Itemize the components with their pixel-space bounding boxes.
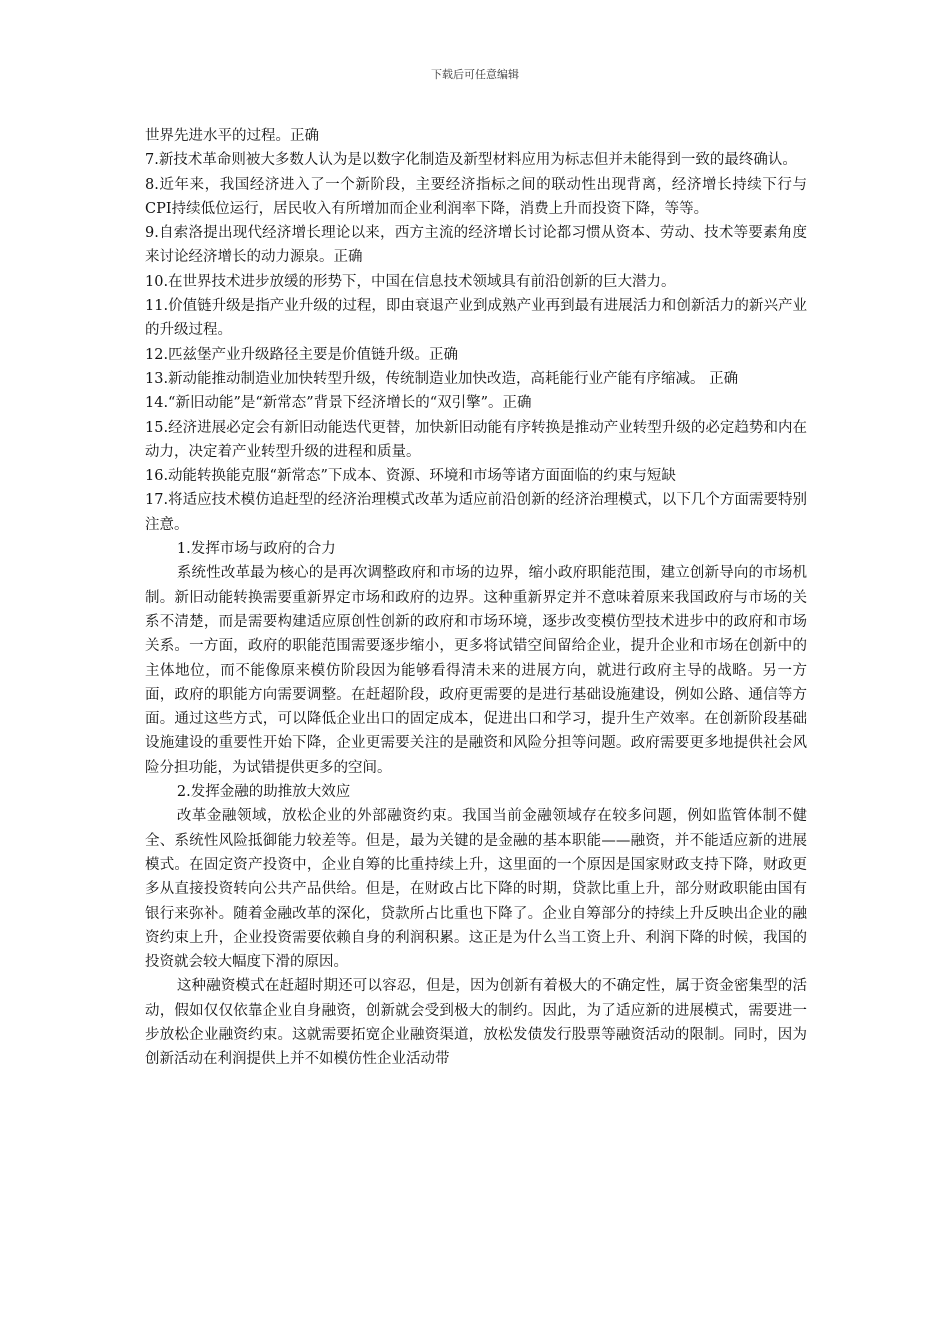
body-paragraph: 改革金融领域，放松企业的外部融资约束。我国当前金融领域存在较多问题，例如监管体制不健全、系统性风险抵御能力较差等。但是，最为关键的是金融的基本职能——融资，并不能适应新的进展模式。在固定资产投资中，企业自筹的比重持续上升，这里面的一个原因是国家财政支持下降，财政更多从直接投资转向公共产品供给。但是，在财政占比下降的时期，贷款比重上升，部分财政职能由国有银行来弥补。随着金融改革的深化，贷款所占比重也下降了。企业自筹部分的持续上升反映出企业的融资约束上升，企业投资需要依赖自身的利润积累。这正是为什么当工资上升、利润下降的时候，我国的投资就会较大幅度下滑的原因。 xyxy=(145,808,807,971)
section-heading: 1.发挥市场与政府的合力 xyxy=(176,541,336,558)
list-item: 10.在世界技术进步放缓的形势下，中国在信息技术领域具有前沿创新的巨大潜力。 xyxy=(145,273,676,290)
document-body xyxy=(145,124,807,1072)
list-item: 8.近年来，我国经济进入了一个新阶段，主要经济指标之间的联动性出现背离，经济增长持续下行与CPI持续低位运行，居民收入有所增加而企业利润率下降，消费上升而投资下降，等等。 xyxy=(145,176,807,217)
list-item: 17.将适应技术模仿追赶型的经济治理模式改革为适应前沿创新的经济治理模式，以下几个方面需要特别注意。 xyxy=(145,492,807,533)
list-item: 9.自索洛提出现代经济增长理论以来，西方主流的经济增长讨论都习惯从资本、劳动、技术等要素角度来讨论经济增长的动力源泉。正确 xyxy=(145,225,807,266)
list-item: 7.新技术革命则被大多数人认为是以数字化制造及新型材料应用为标志但并未能得到一致的最终确认。 xyxy=(145,152,797,169)
section-heading: 2.发挥金融的助推放大效应 xyxy=(176,784,351,801)
list-item: 12.匹兹堡产业升级路径主要是价值链升级。正确 xyxy=(145,346,459,363)
list-item: 14.“新旧动能”是“新常态”背景下经济增长的“双引擎”。正确 xyxy=(145,395,532,412)
body-paragraph: 这种融资模式在赶超时期还可以容忍，但是，因为创新有着极大的不确定性，属于资金密集型的活动，假如仅仅依靠企业自身融资，创新就会受到极大的制约。因此，为了适应新的进展模式，需要进一步放松企业融资约束。这就需要拓宽企业融资渠道，放松发债发行股票等融资活动的限制。同时，因为创新活动在利润提供上并不如模仿性企业活动带 xyxy=(145,978,807,1068)
list-item: 世界先进水平的过程。正确 xyxy=(145,128,319,144)
body-paragraph: 系统性改革最为核心的是再次调整政府和市场的边界，缩小政府职能范围，建立创新导向的市场机制。新旧动能转换需要重新界定市场和政府的边界。这种重新界定并不意味着原来我国政府与市场的关系不清楚，而是需要构建适应原创性创新的政府和市场环境，逐步改变模仿型技术进步中的政府和市场关系。一方面，政府的职能范围需要逐步缩小，更多将试错空间留给企业，提升企业和市场在创新中的主体地位，而不能像原来模仿阶段因为能够看得清未来的进展方向，就进行政府主导的战略。另一方面，政府的职能方向需要调整。在赶超阶段，政府更需要的是进行基础设施建设，例如公路、通信等方面。通过这些方式，可以降低企业出口的固定成本，促进出口和学习，提升生产效率。在创新阶段基础设施建设的重要性开始下降，企业更需要关注的是融资和风险分担等问题。政府需要更多地提供社会风险分担功能，为试错提供更多的空间。 xyxy=(145,565,807,776)
page-header: 下载后可任意编辑 xyxy=(431,68,519,81)
list-item: 11.价值链升级是指产业升级的过程，即由衰退产业到成熟产业再到最有进展活力和创新活力的新兴产业的升级过程。 xyxy=(145,298,807,339)
list-item: 16.动能转换能克服“新常态”下成本、资源、环境和市场等诸方面面临的约束与短缺 xyxy=(145,468,676,485)
list-item: 13.新动能推动制造业加快转型升级，传统制造业加快改造，高耗能行业产能有序缩减。 正确 xyxy=(145,370,739,387)
list-item: 15.经济进展必定会有新旧动能迭代更替，加快新旧动能有序转换是推动产业转型升级的必定趋势和内在动力，决定着产业转型升级的进程和质量。 xyxy=(145,419,807,460)
